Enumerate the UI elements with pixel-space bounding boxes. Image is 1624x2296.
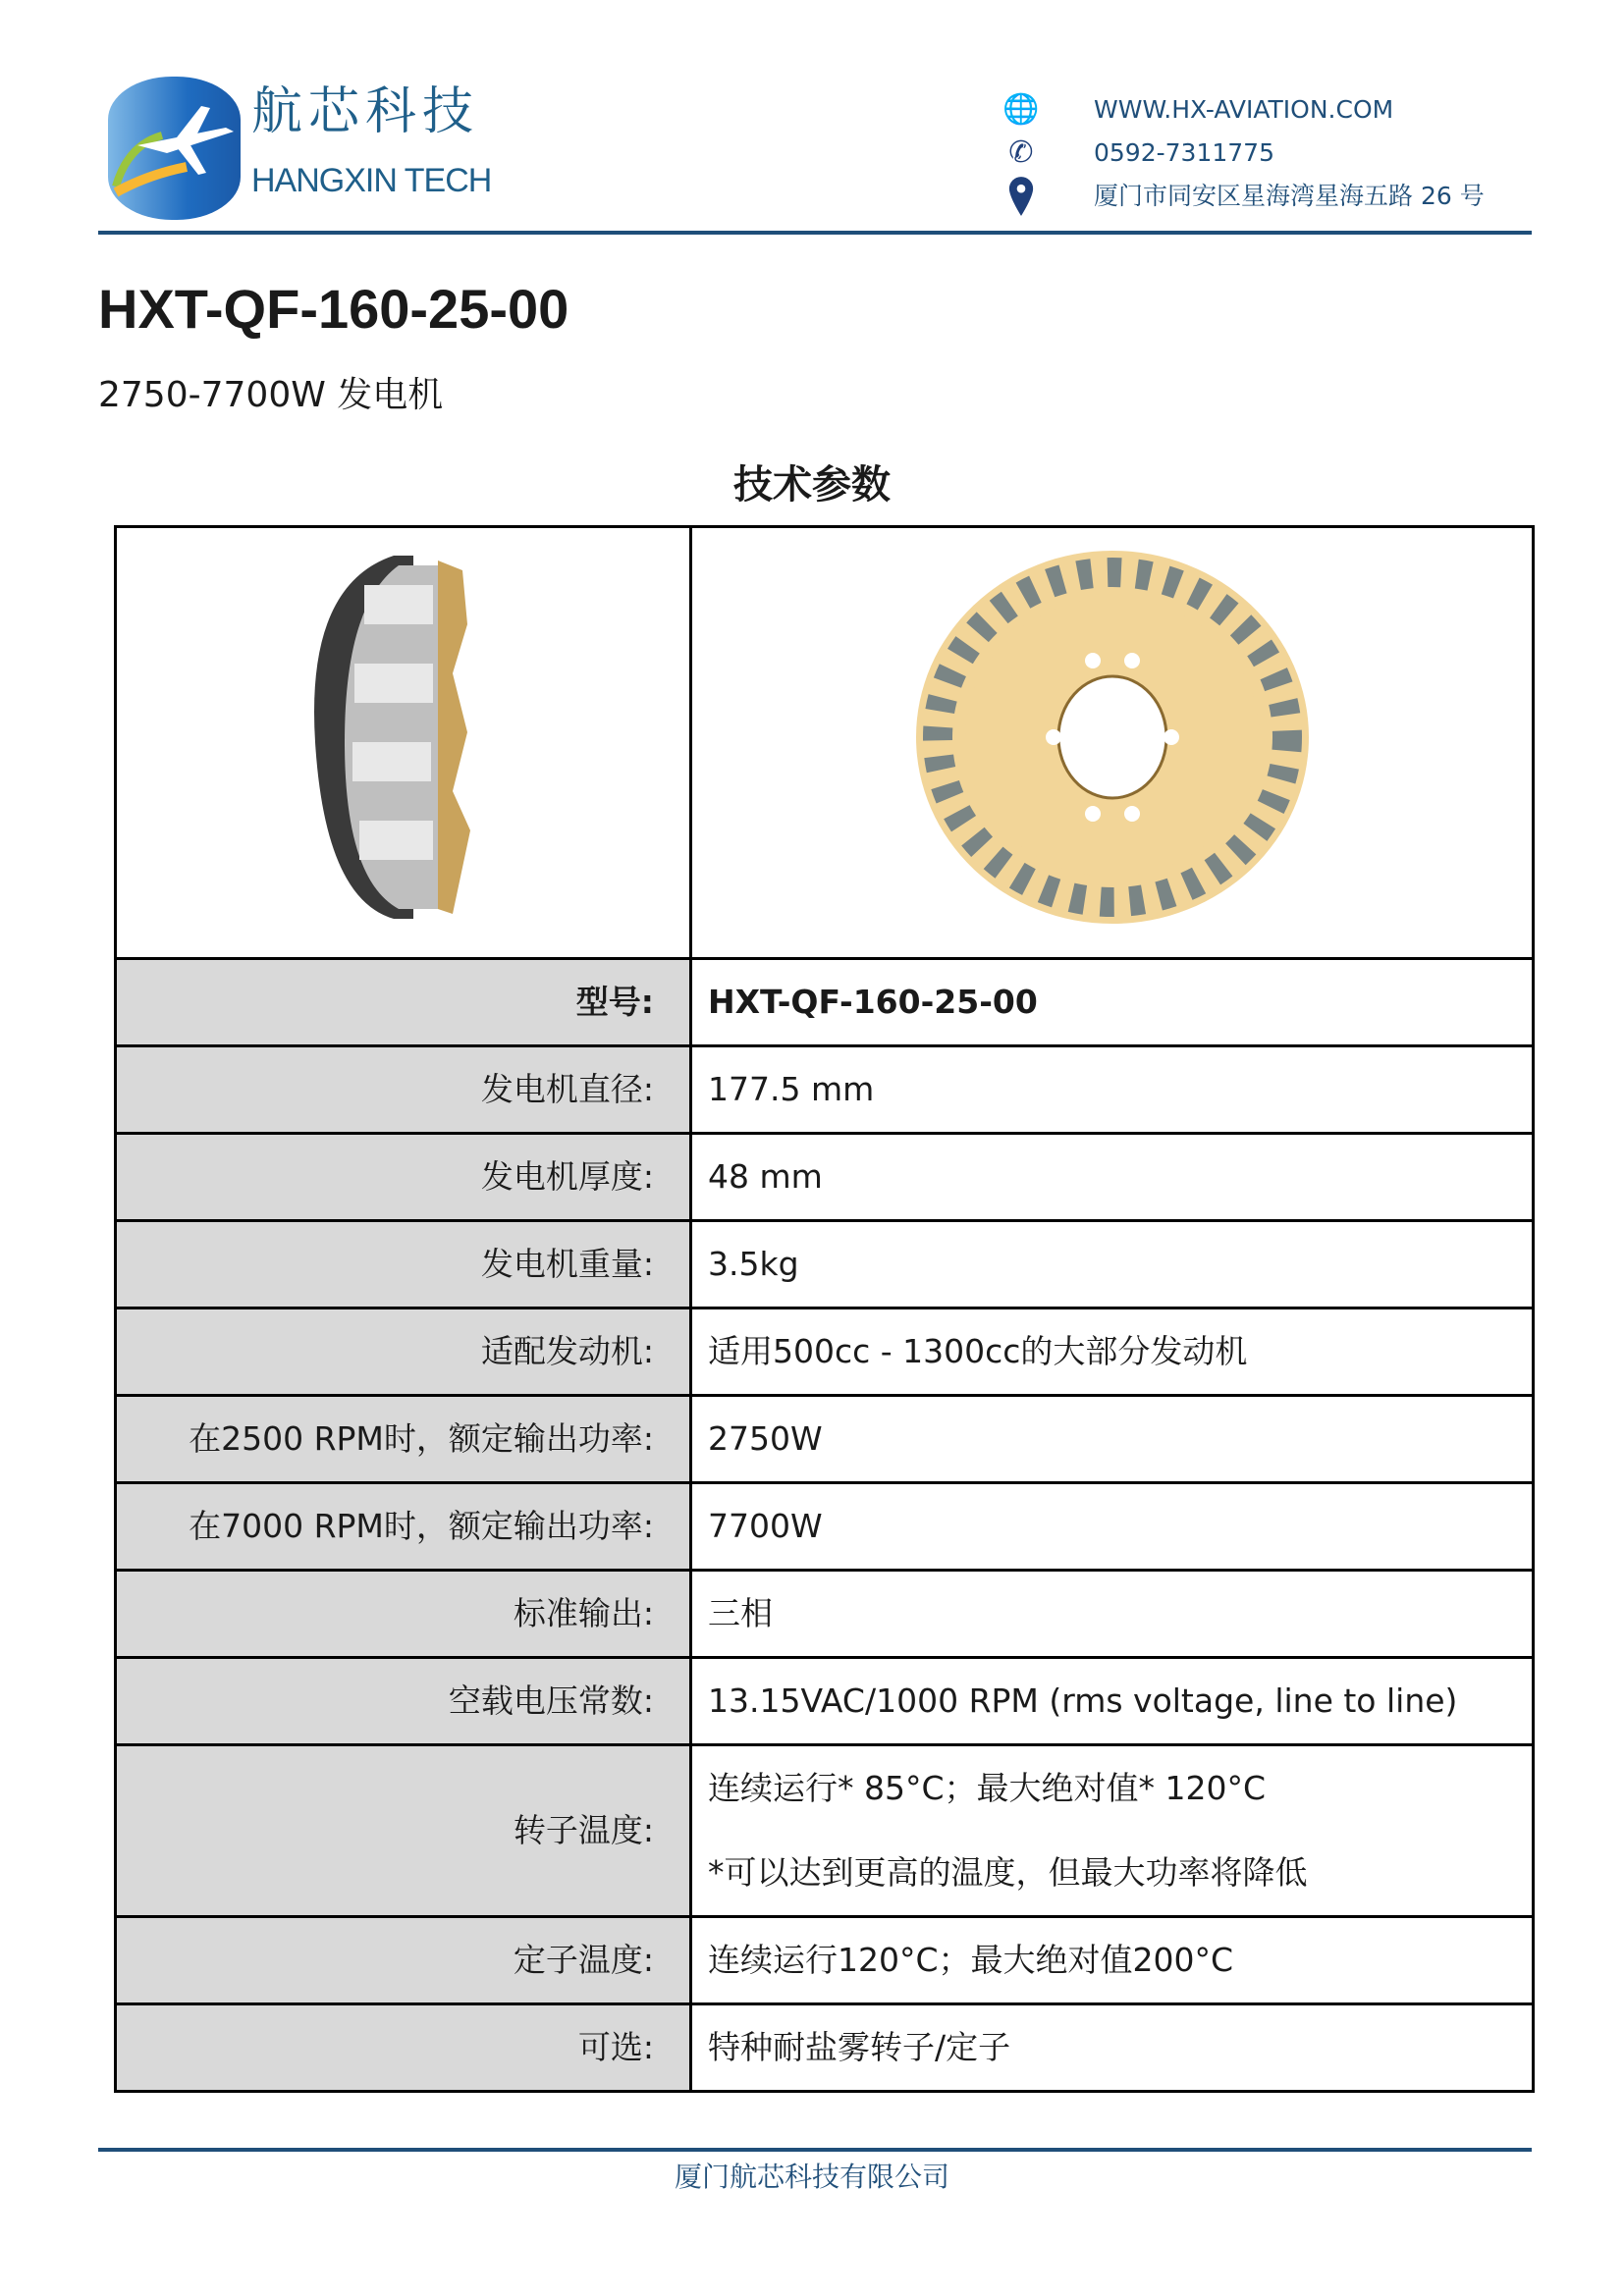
spec-value: HXT-QF-160-25-00: [691, 959, 1534, 1046]
spec-label: 适配发动机:: [116, 1308, 691, 1396]
phone-icon: ✆: [1008, 135, 1034, 170]
company-logo: [108, 77, 520, 224]
spec-label: 空载电压常数:: [116, 1658, 691, 1745]
website-link[interactable]: WWW.HX-AVIATION.COM: [1094, 95, 1394, 124]
spec-row: [116, 1571, 1534, 1658]
spec-table: [114, 525, 1535, 2093]
spec-row: [116, 1308, 1534, 1396]
page-title: HXT-QF-160-25-00: [98, 278, 569, 340]
spec-row: [116, 2004, 1534, 2092]
spec-row: [116, 1658, 1534, 1745]
spec-value: 3.5kg: [691, 1221, 1534, 1308]
logo-english-name: HANGXIN TECH: [251, 162, 492, 199]
spec-note: *可以达到更高的温度，但最大功率将降低: [708, 1853, 1308, 1892]
spec-row: [116, 1396, 1534, 1483]
phone-number: 0592-7311775: [1094, 138, 1274, 167]
spec-row: [116, 1483, 1534, 1571]
spec-label: 发电机直径:: [116, 1046, 691, 1134]
spec-value: 48 mm: [691, 1134, 1534, 1221]
spec-label: 在2500 RPM时，额定输出功率:: [116, 1396, 691, 1483]
footer-divider: [98, 2148, 1532, 2152]
spec-row: [116, 1917, 1534, 2004]
location-pin-icon: [1000, 177, 1043, 216]
spec-row: [116, 959, 1534, 1046]
spec-value: 13.15VAC/1000 RPM (rms voltage, line to line): [691, 1658, 1534, 1745]
spec-label: 发电机厚度:: [116, 1134, 691, 1221]
spec-label: 发电机重量:: [116, 1221, 691, 1308]
spec-value: 连续运行* 85°C；最大绝对值* 120°C: [708, 1769, 1267, 1807]
spec-row: [116, 1221, 1534, 1308]
page-subtitle: 2750-7700W 发电机: [98, 375, 444, 415]
globe-icon: 🌐: [1002, 92, 1040, 127]
footer-company-name: 厦门航芯科技有限公司: [674, 2161, 949, 2193]
image-row: [116, 527, 1534, 959]
website-contact: [1000, 90, 1393, 130]
spec-value: 适用500cc - 1300cc的大部分发动机: [691, 1308, 1534, 1396]
spec-value: 特种耐盐雾转子/定子: [691, 2004, 1534, 2092]
spec-value: 177.5 mm: [691, 1046, 1534, 1134]
address-contact: [1000, 177, 1485, 216]
logo-chinese-name: 航芯科技: [251, 82, 480, 141]
spec-label: 可选:: [116, 2004, 691, 2092]
spec-label: 定子温度:: [116, 1917, 691, 2004]
spec-label: 在7000 RPM时，额定输出功率:: [116, 1483, 691, 1571]
spec-label: 转子温度:: [116, 1745, 691, 1917]
spec-value: 7700W: [691, 1483, 1534, 1571]
spec-row: [116, 1046, 1534, 1134]
front-view-image: [691, 527, 1534, 959]
side-view-image: [116, 527, 691, 959]
spec-label: 标准输出:: [116, 1571, 691, 1658]
spec-row: [116, 1134, 1534, 1221]
logo-airplane-icon: [108, 77, 241, 220]
header-divider: [98, 231, 1532, 235]
spec-row: [116, 1745, 1534, 1917]
spec-value: 连续运行120°C；最大绝对值200°C: [691, 1917, 1534, 2004]
spec-value-cell: [691, 1745, 1534, 1917]
spec-value: 2750W: [691, 1396, 1534, 1483]
address: 厦门市同安区星海湾星海五路 26 号: [1094, 182, 1485, 210]
section-title: 技术参数: [733, 462, 891, 507]
phone-contact: [1000, 133, 1274, 173]
spec-label: 型号:: [116, 959, 691, 1046]
spec-value: 三相: [691, 1571, 1534, 1658]
